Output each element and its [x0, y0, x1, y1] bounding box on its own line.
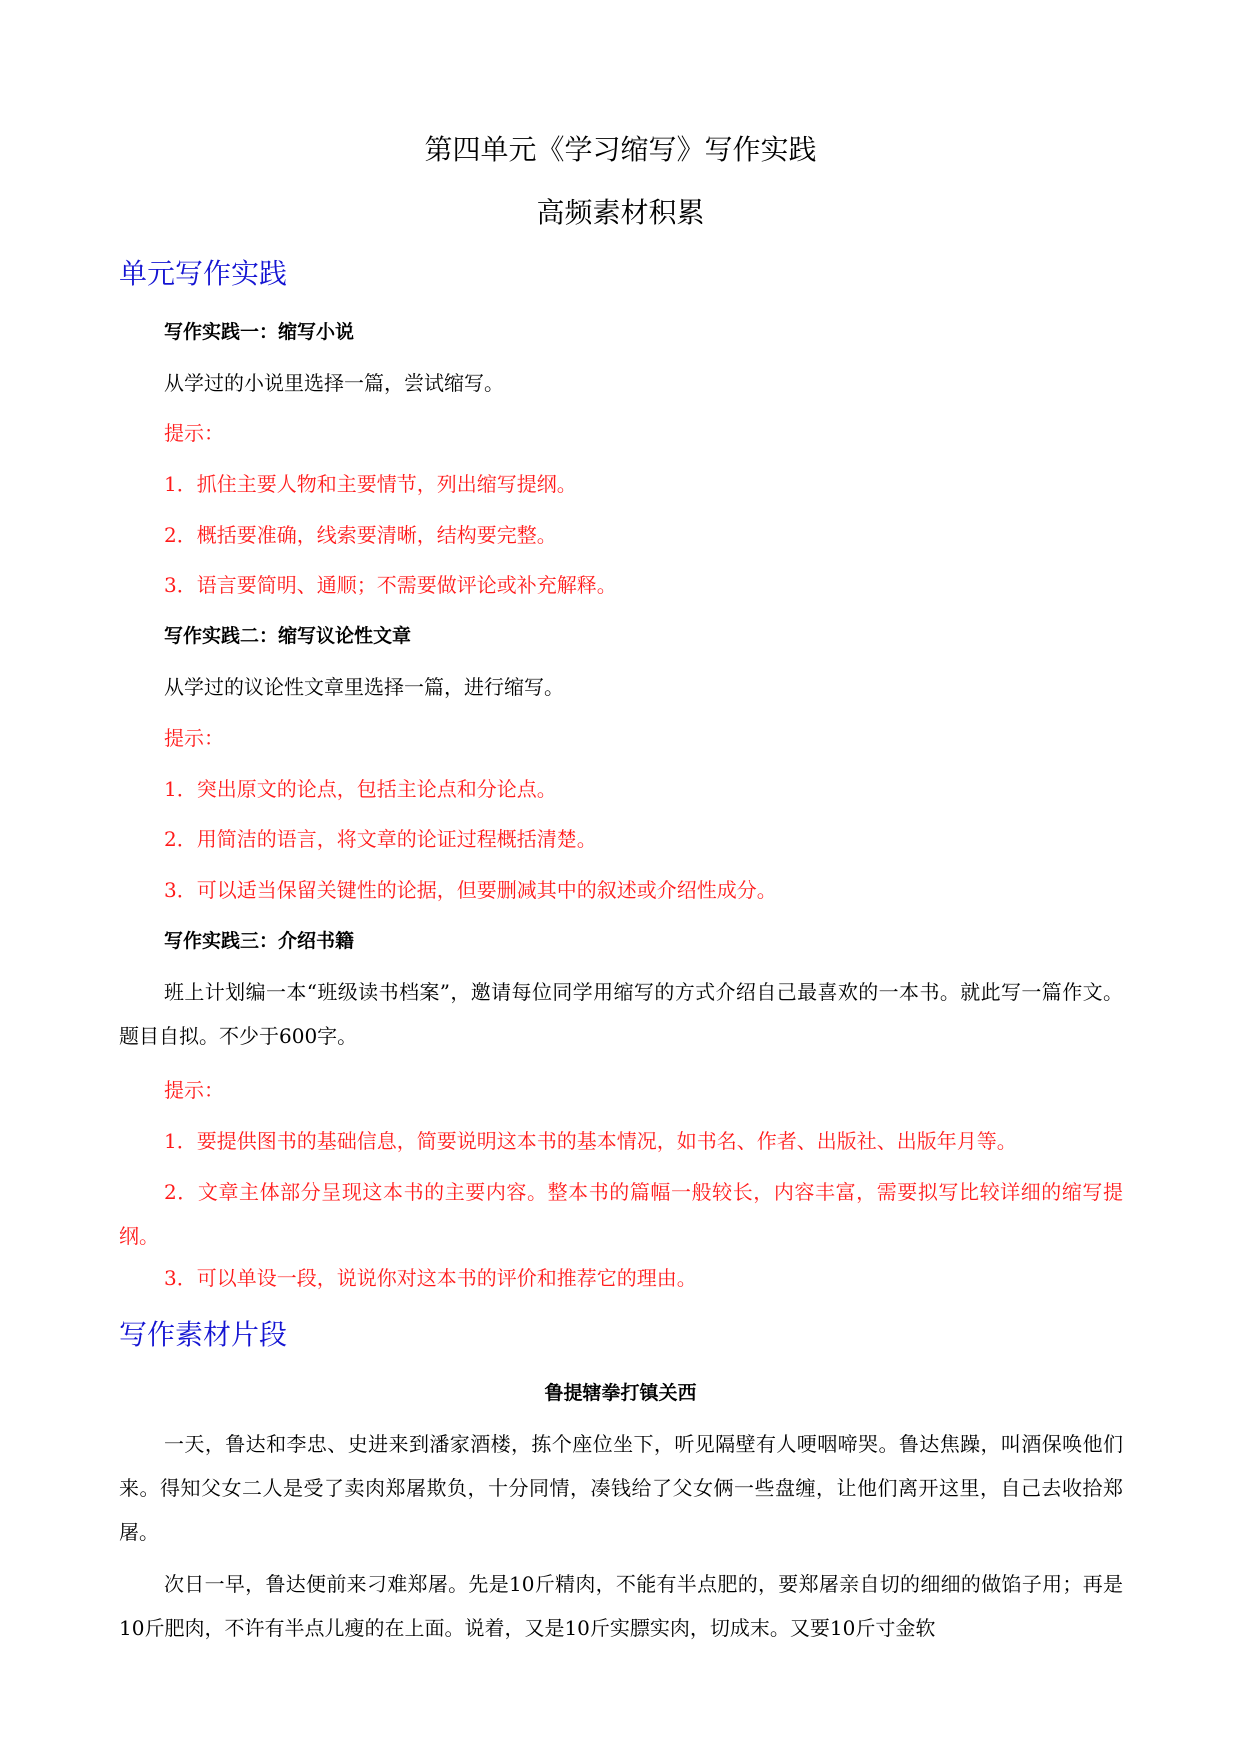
practice-2-hint-label: 提示： — [164, 726, 224, 750]
practice-1-title: 写作实践一：缩写小说 — [164, 321, 355, 343]
practice-1-task: 从学过的小说里选择一篇，尝试缩写。 — [164, 371, 504, 395]
practice-1-hint-3: 3．语言要简明、通顺；不需要做评论或补充解释。 — [164, 573, 617, 597]
practice-1-hint-2: 2．概括要准确，线索要清晰，结构要完整。 — [164, 523, 557, 547]
practice-2-title: 写作实践二：缩写议论性文章 — [164, 625, 412, 647]
practice-3-hint-3: 3．可以单设一段，说说你对这本书的评价和推荐它的理由。 — [164, 1266, 697, 1290]
practice-1-hint-1: 1．抓住主要人物和主要情节，列出缩写提纲。 — [164, 472, 577, 496]
story-paragraph-2: 次日一早，鲁达便前来刁难郑屠。先是10斤精肉，不能有半点肥的，要郑屠亲自切的细细的做馅子用；再是10斤肥肉，不许有半点儿瘦的在上面。说着，又是10斤实膘实肉，切成末。又要10斤寸金软 — [119, 1572, 1123, 1640]
story-paragraph-1: 一天，鲁达和李忠、史进来到潘家酒楼，拣个座位坐下，听见隔壁有人哽咽啼哭。鲁达焦躁，叫酒保唤他们来。得知父女二人是受了卖肉郑屠欺负，十分同情，凑钱给了父女俩一些盘缠，让他们离开这里，自己去收拾郑屠。 — [119, 1432, 1123, 1544]
practice-3-title: 写作实践三：介绍书籍 — [164, 930, 355, 952]
practice-3-hint-label: 提示： — [164, 1078, 224, 1102]
practice-3-task: 班上计划编一本“班级读书档案”，邀请每位同学用缩写的方式介绍自己最喜欢的一本书。就此写一篇作文。题目自拟。不少于600字。 — [119, 980, 1123, 1048]
section-heading-material: 写作素材片段 — [119, 1318, 288, 1351]
practice-3-hint-2: 2．文章主体部分呈现这本书的主要内容。整本书的篇幅一般较长，内容丰富，需要拟写比较详细的缩写提纲。 — [119, 1180, 1123, 1248]
practice-2-hint-2: 2．用简洁的语言，将文章的论证过程概括清楚。 — [164, 827, 597, 851]
document-subtitle: 高频素材积累 — [536, 196, 705, 229]
practice-1-hint-label: 提示： — [164, 421, 224, 445]
practice-2-hint-1: 1．突出原文的论点，包括主论点和分论点。 — [164, 777, 557, 801]
story-title: 鲁提辖拳打镇关西 — [544, 1382, 697, 1404]
section-heading-writing-practice: 单元写作实践 — [119, 257, 288, 290]
document-title: 第四单元《学习缩写》写作实践 — [424, 133, 817, 166]
practice-3-hint-1: 1．要提供图书的基础信息，简要说明这本书的基本情况，如书名、作者、出版社、出版年月等。 — [164, 1129, 1017, 1153]
practice-2-task: 从学过的议论性文章里选择一篇，进行缩写。 — [164, 675, 564, 699]
practice-2-hint-3: 3．可以适当保留关键性的论据，但要删减其中的叙述或介绍性成分。 — [164, 878, 777, 902]
